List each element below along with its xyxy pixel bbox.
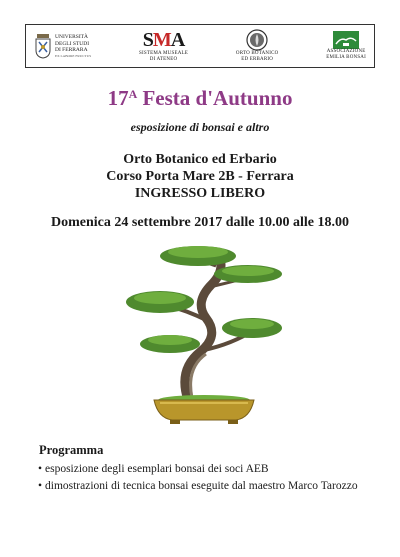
sma-mark-a: A [170,29,185,51]
unife-name-3: DI FERRARA [55,47,88,54]
sma-mark [143,29,184,51]
unife-name-2: DEGLI STUDI [55,40,90,47]
sma-name-2: DI ATENEO [149,57,178,62]
orto-logo [236,29,279,63]
program-title: Programma [39,443,104,457]
sma-mark-m: M [152,29,171,51]
crest-icon [34,33,52,59]
list-item [38,479,378,493]
title-superscript: A [128,87,138,101]
list-item [38,462,378,476]
title-number: 17 [107,86,129,110]
unife-logo [34,33,91,59]
venue-address: Corso Porta Mare 2B - Ferrara [106,169,294,184]
venue-name: Orto Botanico ed Erbario [123,152,277,167]
sma-name-1: SISTEMA MUSEALE [139,51,189,56]
aeb-emblem-icon [333,31,359,49]
page-title [0,86,400,111]
sma-logo [139,29,188,63]
aeb-name-2: EMILIA BONSAI [326,55,366,60]
entry-info: INGRESSO LIBERO [134,186,266,201]
event-date: Domenica 24 settembre 2017 dalle 10.00 alle 18.00 [51,215,349,230]
unife-name-1: UNIVERSITÀ [55,34,88,41]
program-list [38,462,378,496]
orto-name-2: ED ERBARIO [241,57,274,62]
unife-motto: EX LABORE FRUCTUS [55,53,92,58]
list-item-text: esposizione degli esemplari bonsai dei soci AEB [45,463,269,475]
aeb-name-1: ASSOCIAZIONE [326,49,366,54]
bullet: • [38,480,43,492]
sma-mark-s: S [142,29,153,51]
orto-name-1: ORTO BOTANICO [235,51,279,56]
logo-bar [25,24,375,68]
aeb-logo [326,31,366,61]
orto-emblem-icon [246,29,268,51]
subtitle: esposizione di bonsai e altro [130,120,270,134]
list-item-text: dimostrazioni di tecnica bonsai eseguite dal maestro Marco Tarozzo [45,480,358,492]
bonsai-illustration [120,240,290,432]
title-text: Festa d'Autunno [137,86,293,110]
bullet: • [38,463,43,475]
